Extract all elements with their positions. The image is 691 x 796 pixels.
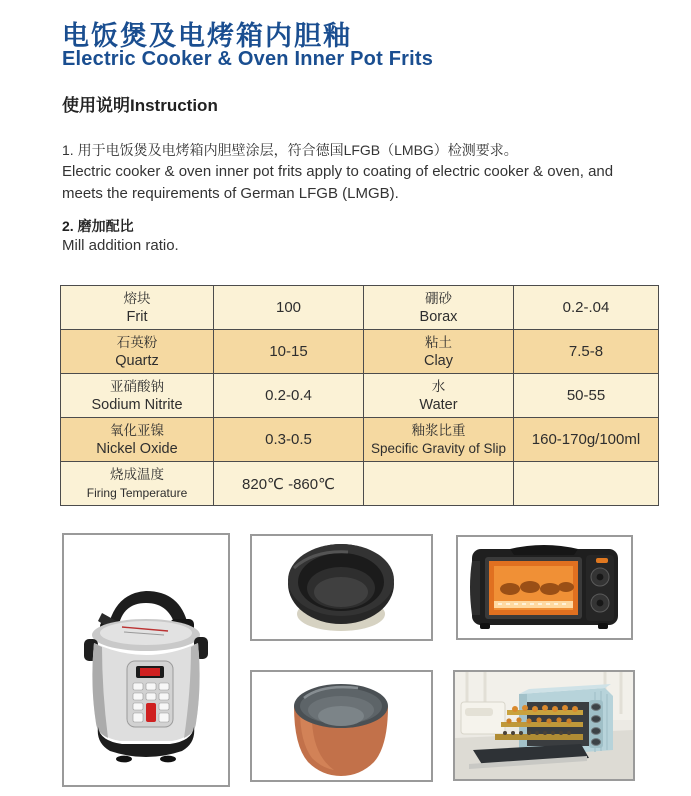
instruction-paragraph-chinese: 1. 用于电饭煲及电烤箱内胆壁涂层，符合德国LFGB（LMBG）检测要求。 [62, 142, 518, 158]
value-cell: 0.2-.04 [514, 286, 659, 330]
ingredient-cell [61, 330, 214, 374]
ingredient-en: Frit [126, 308, 148, 325]
page-title-chinese: 电饭煲及电烤箱内胆釉 [62, 21, 352, 51]
value-cell: 100 [214, 286, 364, 330]
value-cell: 50-55 [514, 374, 659, 418]
pressure-cooker-photo [62, 533, 230, 787]
ingredient-zh: 粘土 [425, 334, 452, 350]
ingredient-cell [61, 286, 214, 330]
ingredient-cell [61, 374, 214, 418]
mill-ratio-heading-chinese: 2. 磨加配比 [62, 218, 134, 234]
ingredient-en: Borax [419, 308, 458, 325]
ingredient-zh: 熔块 [123, 290, 151, 306]
page-title-english: Electric Cooker & Oven Inner Pot Frits [62, 48, 434, 70]
ingredient-en: Firing Temperature [86, 485, 188, 500]
value-cell: 820℃ -860℃ [214, 462, 364, 506]
ingredient-cell [61, 418, 214, 462]
ingredient-en: Clay [423, 352, 453, 369]
ingredient-zh: 氧化亚镍 [110, 422, 164, 438]
ingredient-cell [364, 418, 514, 462]
mill-addition-ratio-table [60, 285, 659, 506]
countertop-oven-photo [453, 670, 635, 781]
ingredient-zh: 石英粉 [116, 334, 158, 350]
ingredient-zh: 釉浆比重 [411, 422, 466, 438]
value-cell: 160-170g/100ml [514, 418, 659, 462]
ingredient-cell [364, 286, 514, 330]
mill-ratio-heading-english: Mill addition ratio. [62, 237, 179, 254]
countertop-oven-illustration [455, 672, 633, 779]
instruction-heading: 使用说明Instruction [62, 96, 218, 115]
value-cell: 0.2-0.4 [214, 374, 364, 418]
copper-inner-pot-photo [250, 670, 433, 782]
ingredient-zh: 亚硝酸钠 [110, 378, 164, 394]
ingredient-cell [364, 374, 514, 418]
black-inner-pot-photo [250, 534, 433, 641]
ingredient-zh: 烧成温度 [110, 466, 164, 482]
value-cell: 7.5-8 [514, 330, 659, 374]
copper-inner-pot-illustration [252, 672, 431, 780]
ingredient-en: Specific Gravity of Slip [370, 440, 507, 456]
table-row [61, 286, 659, 330]
table-row [61, 418, 659, 462]
empty-cell [364, 462, 514, 506]
ingredient-en: Water [419, 396, 458, 413]
value-cell: 10-15 [214, 330, 364, 374]
black-inner-pot-illustration [252, 536, 431, 639]
ingredient-en: Quartz [115, 352, 159, 369]
value-cell: 0.3-0.5 [214, 418, 364, 462]
table-row [61, 462, 659, 506]
table-row [61, 374, 659, 418]
table-row [61, 330, 659, 374]
toaster-oven-illustration [458, 537, 631, 638]
ingredient-cell [61, 462, 214, 506]
ingredient-en: Nickel Oxide [96, 440, 178, 457]
toaster-oven-photo [456, 535, 633, 640]
ingredient-cell [364, 330, 514, 374]
ingredient-en: Sodium Nitrite [91, 396, 183, 413]
ingredient-zh: 水 [431, 378, 446, 394]
instruction-paragraph-english: Electric cooker & oven inner pot frits apply to coating of electric cooker & oven, and meets the requirements of German LFGB (LMGB). [62, 163, 614, 202]
pressure-cooker-illustration [64, 535, 228, 785]
empty-cell [514, 462, 659, 506]
ingredient-zh: 硼砂 [425, 290, 452, 306]
